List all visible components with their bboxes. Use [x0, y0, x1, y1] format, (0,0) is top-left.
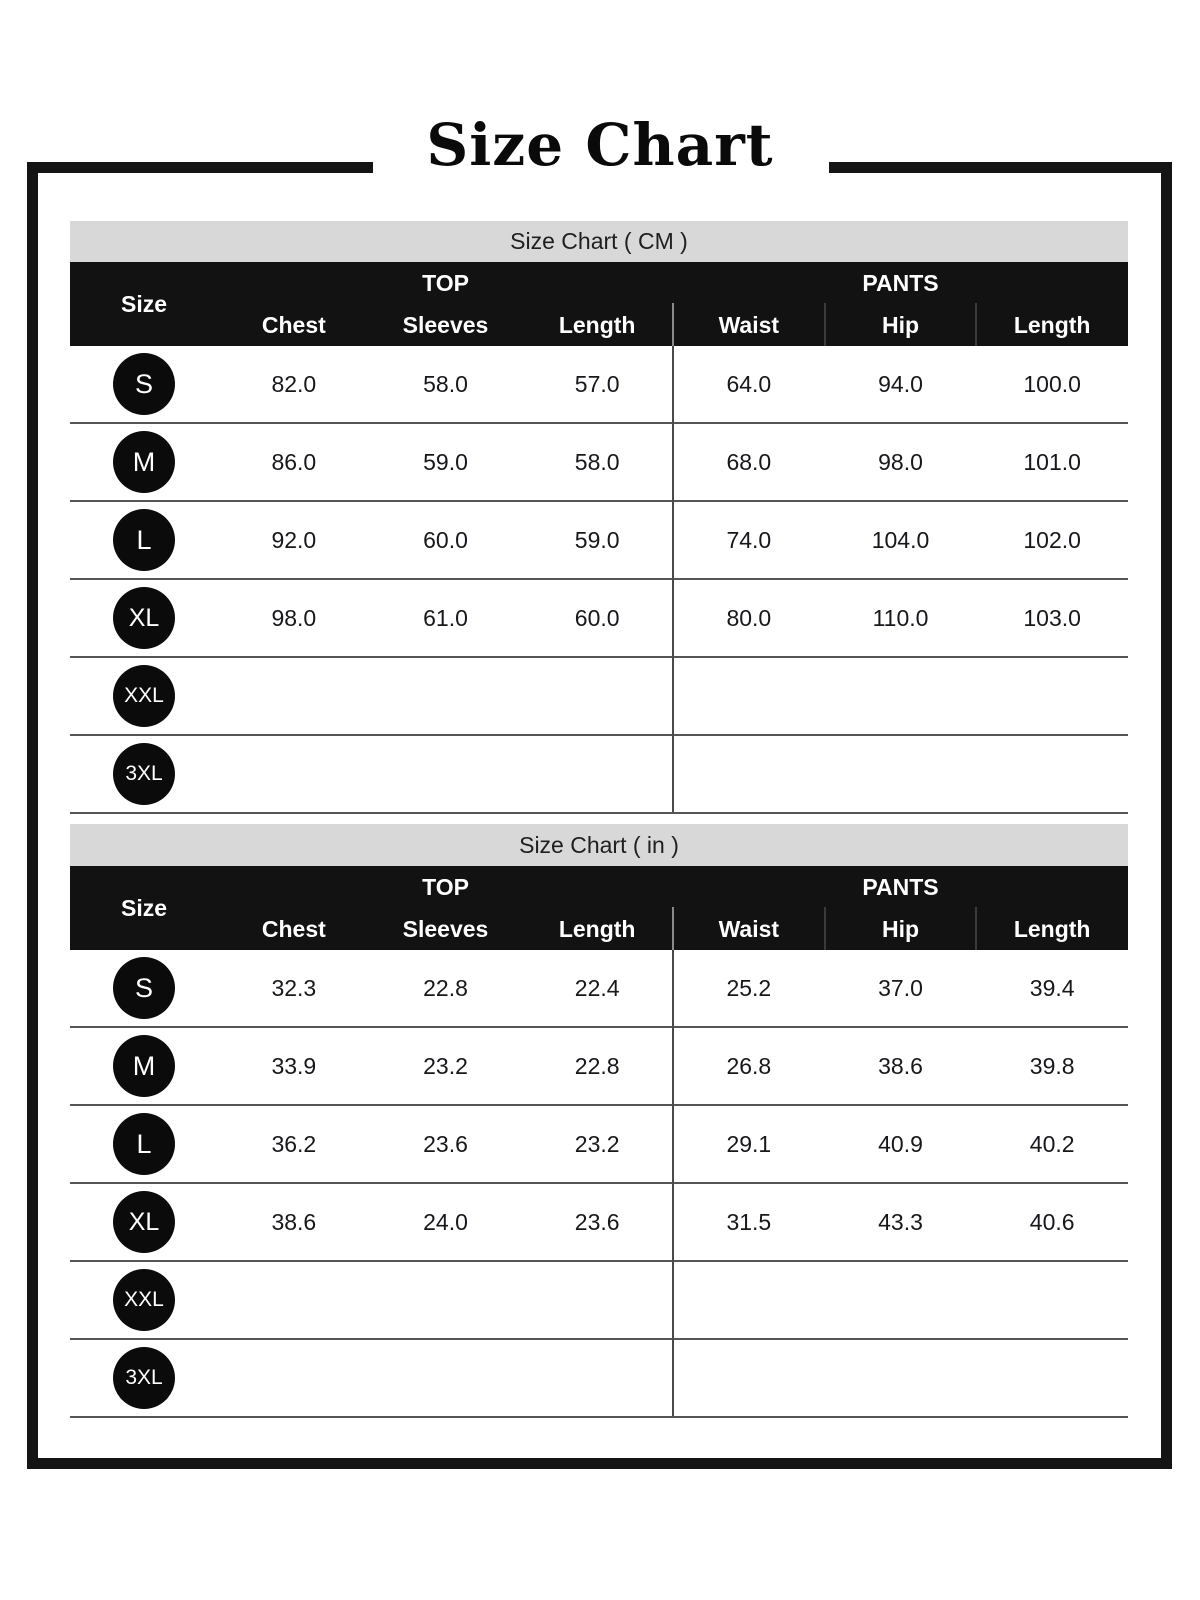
table-cell: 31.5 — [726, 1208, 772, 1235]
table-header-in — [70, 866, 1128, 950]
table-cell: 40.9 — [878, 1130, 923, 1157]
table-cell: 29.1 — [726, 1130, 772, 1157]
column-header-sleeves: Sleeves — [402, 311, 489, 338]
table-cell: 39.4 — [1029, 974, 1075, 1001]
table-cell: 58.0 — [423, 370, 468, 397]
header-divider-waist-hip — [824, 303, 826, 346]
top-pants-divider — [672, 346, 674, 812]
table-row-l — [70, 1104, 1128, 1182]
table-cell: 60.0 — [423, 526, 468, 553]
table-cell: 33.9 — [271, 1052, 317, 1079]
size-badge-s: S — [113, 957, 175, 1019]
table-cell: 64.0 — [726, 370, 772, 397]
table-cell: 24.0 — [423, 1208, 468, 1235]
table-cell: 82.0 — [271, 370, 317, 397]
column-header-size: Size — [120, 290, 168, 317]
column-header-waist: Waist — [718, 311, 780, 338]
table-cell: 23.2 — [423, 1052, 468, 1079]
table-cell: 101.0 — [1023, 448, 1081, 475]
table-cell: 68.0 — [726, 448, 772, 475]
table-cell: 98.0 — [878, 448, 923, 475]
table-row-xl — [70, 1182, 1128, 1260]
size-badge-l: L — [113, 509, 175, 571]
column-header-hip: Hip — [881, 915, 920, 942]
table-cell: 23.2 — [574, 1130, 620, 1157]
table-body-in — [70, 950, 1128, 1418]
table-row-m — [70, 1026, 1128, 1104]
column-header-hip: Hip — [881, 311, 920, 338]
size-badge-s: S — [113, 353, 175, 415]
table-cell: 59.0 — [423, 448, 468, 475]
size-badge-m: M — [113, 1035, 175, 1097]
size-table-cm — [70, 221, 1128, 814]
table-cell: 102.0 — [1023, 526, 1081, 553]
table-row-xxl — [70, 656, 1128, 734]
table-cell: 26.8 — [726, 1052, 772, 1079]
table-cell: 23.6 — [574, 1208, 620, 1235]
table-cell: 37.0 — [878, 974, 923, 1001]
column-header-length-pants: Length — [1013, 311, 1091, 338]
table-cell: 92.0 — [271, 526, 317, 553]
table-cell: 98.0 — [271, 604, 317, 631]
table-cell: 60.0 — [574, 604, 620, 631]
table-cell: 40.2 — [1029, 1130, 1075, 1157]
table-caption-cm: Size Chart ( CM ) — [70, 221, 1128, 262]
table-cell: 32.3 — [271, 974, 317, 1001]
table-row-s — [70, 346, 1128, 422]
table-cell: 23.6 — [423, 1130, 468, 1157]
size-badge-m: M — [113, 431, 175, 493]
table-header-cm — [70, 262, 1128, 346]
size-badge-xl: XL — [113, 587, 175, 649]
header-divider-top-pants — [672, 907, 674, 950]
column-header-chest: Chest — [261, 915, 326, 942]
column-header-size: Size — [120, 894, 168, 921]
table-cell: 103.0 — [1023, 604, 1081, 631]
table-row-xl — [70, 578, 1128, 656]
top-pants-divider — [672, 950, 674, 1416]
group-header-top: TOP — [422, 873, 469, 900]
table-cell: 22.8 — [423, 974, 468, 1001]
table-row-3xl — [70, 1338, 1128, 1416]
size-badge-xxl: XXL — [113, 1269, 175, 1331]
table-row-l — [70, 500, 1128, 578]
size-badge-xxl: XXL — [113, 665, 175, 727]
table-cell: 38.6 — [878, 1052, 923, 1079]
page-title: Size Chart — [426, 111, 774, 179]
table-row-3xl — [70, 734, 1128, 812]
header-divider-hip-length — [975, 907, 977, 950]
table-cell: 74.0 — [726, 526, 772, 553]
table-cell: 58.0 — [574, 448, 620, 475]
size-table-in — [70, 824, 1128, 1418]
table-cell: 57.0 — [574, 370, 620, 397]
table-row-s — [70, 950, 1128, 1026]
size-badge-3xl: 3XL — [113, 743, 175, 805]
size-badge-3xl: 3XL — [113, 1347, 175, 1409]
size-badge-l: L — [113, 1113, 175, 1175]
size-badge-xl: XL — [113, 1191, 175, 1253]
table-cell: 110.0 — [872, 604, 929, 631]
table-cell: 40.6 — [1029, 1208, 1075, 1235]
table-cell: 100.0 — [1023, 370, 1081, 397]
table-cell: 22.8 — [574, 1052, 620, 1079]
column-header-waist: Waist — [718, 915, 780, 942]
column-header-length-pants: Length — [1013, 915, 1091, 942]
column-header-sleeves: Sleeves — [402, 915, 489, 942]
table-cell: 38.6 — [271, 1208, 317, 1235]
table-cell: 94.0 — [878, 370, 923, 397]
table-cell: 22.4 — [574, 974, 620, 1001]
group-header-pants: PANTS — [862, 873, 939, 900]
header-divider-waist-hip — [824, 907, 826, 950]
table-cell: 39.8 — [1029, 1052, 1075, 1079]
column-header-length-top: Length — [558, 311, 636, 338]
table-cell: 59.0 — [574, 526, 620, 553]
table-cell: 86.0 — [271, 448, 317, 475]
table-cell: 104.0 — [871, 526, 930, 553]
group-header-top: TOP — [422, 269, 469, 296]
table-body-cm — [70, 346, 1128, 814]
table-cell: 80.0 — [726, 604, 772, 631]
table-cell: 61.0 — [423, 604, 468, 631]
column-header-chest: Chest — [261, 311, 326, 338]
table-row-m — [70, 422, 1128, 500]
column-header-length-top: Length — [558, 915, 636, 942]
header-divider-hip-length — [975, 303, 977, 346]
header-divider-top-pants — [672, 303, 674, 346]
table-row-xxl — [70, 1260, 1128, 1338]
table-cell: 36.2 — [271, 1130, 317, 1157]
table-caption-in: Size Chart ( in ) — [70, 824, 1128, 866]
group-header-pants: PANTS — [862, 269, 939, 296]
table-cell: 25.2 — [726, 974, 772, 1001]
table-cell: 43.3 — [878, 1208, 923, 1235]
